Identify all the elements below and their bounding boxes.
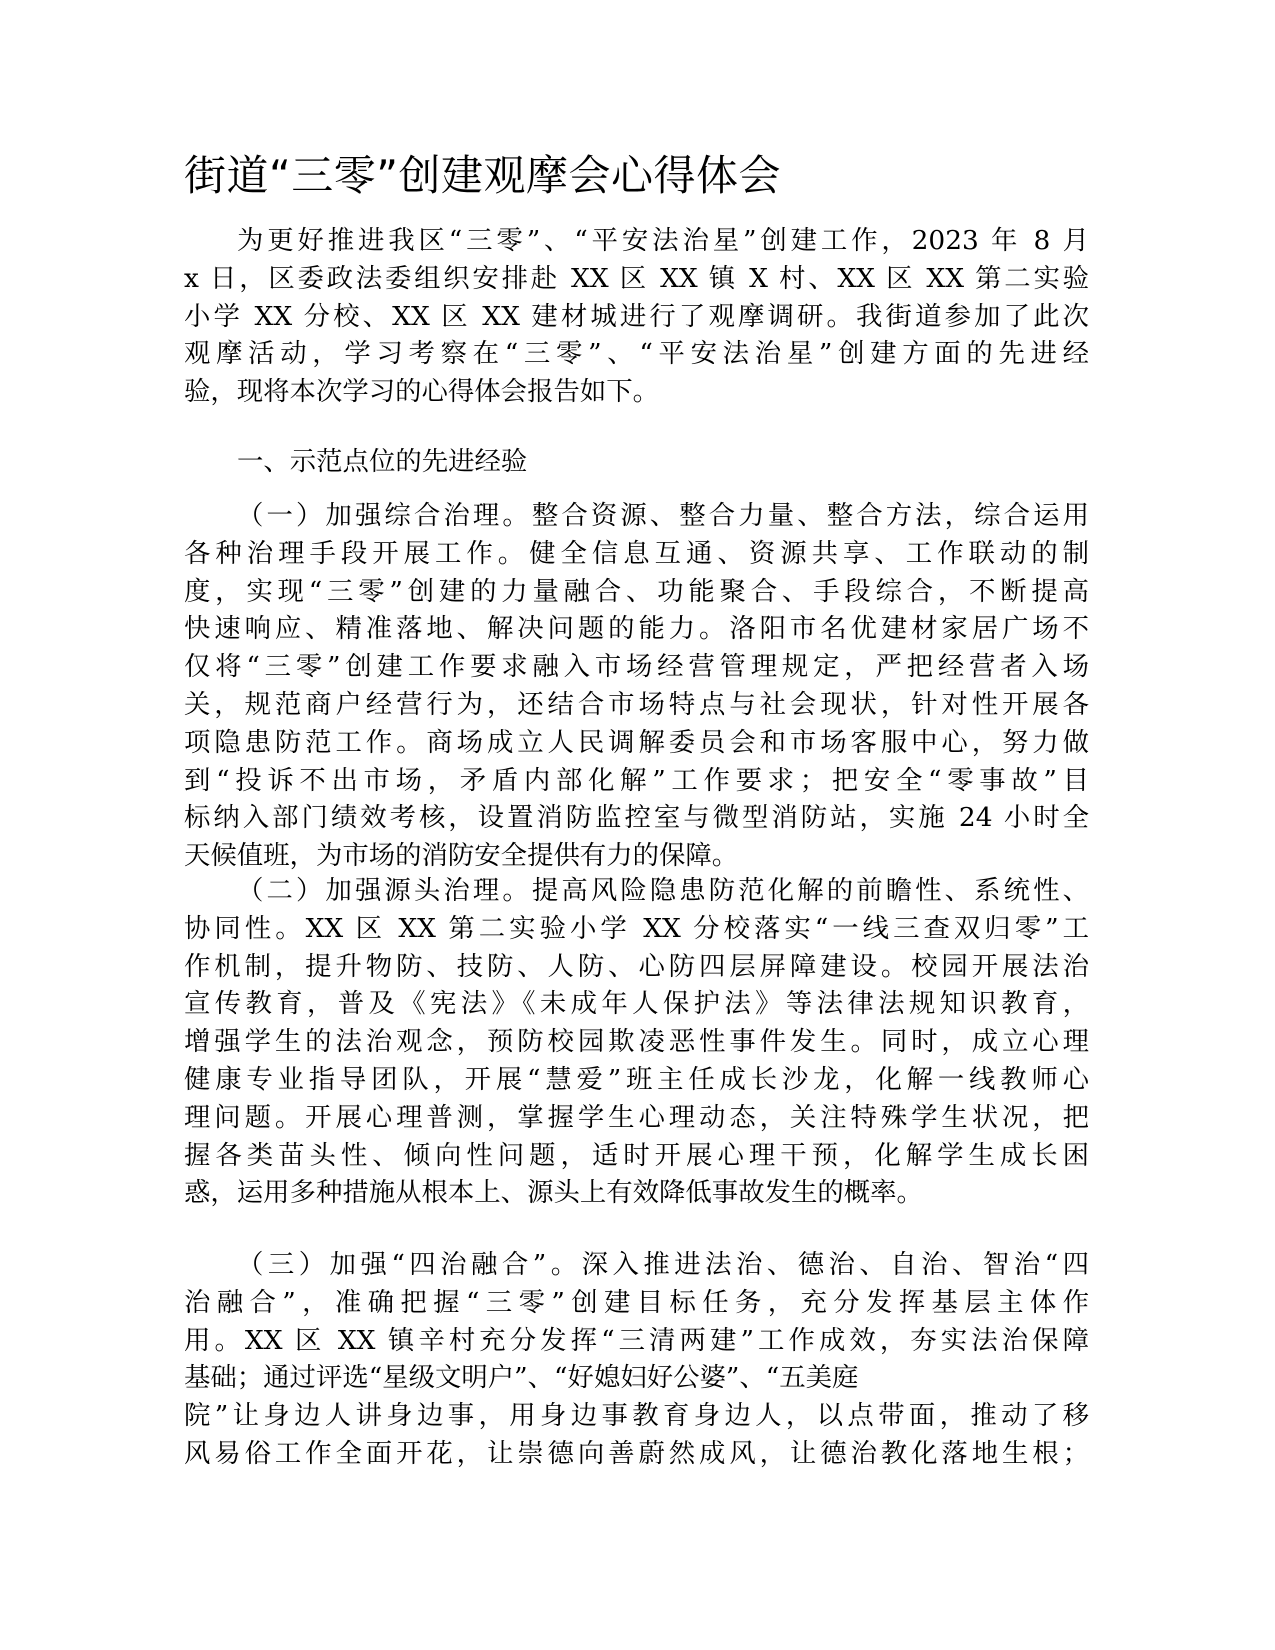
paragraph-line: 项隐患防范工作。商场成立人民调解委员会和市场客服中心，努力做 (184, 726, 1089, 758)
paragraph-line: 风易俗工作全面开花，让崇德向善蔚然成风，让德治教化落地生根； (184, 1437, 1089, 1469)
paragraph-line: （一）加强综合治理。整合资源、整合力量、整合方法，综合运用 (237, 500, 1089, 531)
paragraph-line: 标纳入部门绩效考核，设置消防监控室与微型消防站，实施 24 小时全 (184, 802, 1089, 834)
paragraph-line: 小学 XX 分校、XX 区 XX 建材城进行了观摩调研。我街道参加了此次 (184, 300, 1089, 332)
paragraph-line: （三）加强“四治融合”。深入推进法治、德治、自治、智治“四 (237, 1249, 1089, 1280)
paragraph-line: 各种治理手段开展工作。健全信息互通、资源共享、工作联动的制 (184, 537, 1089, 569)
paragraph-four-governance-integration (184, 1246, 1089, 1473)
paragraph-line: 作机制，提升物防、技防、人防、心防四层屏障建设。校园开展法治 (184, 950, 1089, 982)
paragraph-line: 用。XX 区 XX 镇辛村充分发挥“三清两建”工作成效，夯实法治保障 (184, 1324, 1089, 1356)
paragraph-line: 度，实现“三零”创建的力量融合、功能聚合、手段综合，不断提高 (184, 575, 1089, 607)
paragraph-line: 握各类苗头性、倾向性问题，适时开展心理干预，化解学生成长困 (184, 1139, 1089, 1171)
paragraph-line: 快速响应、精准落地、解决问题的能力。洛阳市名优建材家居广场不 (184, 613, 1089, 645)
paragraph-line: 仅将“三零”创建工作要求融入市场经营管理规定，严把经营者入场 (184, 651, 1089, 683)
paragraph-line: 惑，运用多种措施从根本上、源头上有效降低事故发生的概率。 (184, 1177, 923, 1209)
paragraph-line: （二）加强源头治理。提高风险隐患防范化解的前瞻性、系统性、 (237, 875, 1089, 906)
paragraph-line: x 日，区委政法委组织安排赴 XX 区 XX 镇 X 村、XX 区 XX 第二实验 (184, 262, 1089, 294)
paragraph-line: 健康专业指导团队，开展“慧爱”班主任成长沙龙，化解一线教师心 (184, 1063, 1089, 1095)
paragraph-line: 关，规范商户经营行为，还结合市场特点与社会现状，针对性开展各 (184, 688, 1089, 720)
paragraph-line: 到“投诉不出市场，矛盾内部化解”工作要求；把安全“零事故”目 (184, 764, 1089, 796)
paragraph-source-governance (184, 872, 1089, 1212)
paragraph-line: 增强学生的法治观念，预防校园欺凌恶性事件发生。同时，成立心理 (184, 1026, 1089, 1058)
paragraph-line: 治融合”，准确把握“三零”创建目标任务，充分发挥基层主体作 (184, 1286, 1089, 1318)
section-heading (184, 443, 1089, 481)
paragraph-line: 为更好推进我区“三零”、“平安法治星”创建工作，2023 年 8 月 (237, 225, 1089, 256)
paragraph-line: 宣传教育，普及《宪法》《未成年人保护法》等法律法规知识教育， (184, 988, 1089, 1020)
paragraph-line: 基础；通过评选“星级文明户”、“好媳妇好公婆”、“五美庭 (184, 1362, 859, 1394)
paragraph-line: 院”让身边人讲身边事，用身边事教育身边人，以点带面，推动了移 (184, 1400, 1089, 1432)
paragraph-intro (184, 222, 1089, 411)
document-title: 街道“三零”创建观摩会心得体会 (184, 151, 782, 200)
paragraph-line: 天候值班，为市场的消防安全提供有力的保障。 (184, 840, 739, 872)
paragraph-comprehensive-governance (184, 497, 1089, 875)
paragraph-line: 协同性。XX 区 XX 第二实验小学 XX 分校落实“一线三查双归零”工 (184, 912, 1089, 944)
paragraph-line: 验，现将本次学习的心得体会报告如下。 (184, 376, 660, 408)
paragraph-line: 观摩活动，学习考察在“三零”、“平安法治星”创建方面的先进经 (184, 338, 1089, 370)
section-heading-text: 一、示范点位的先进经验 (237, 446, 528, 477)
paragraph-line: 理问题。开展心理普测，掌握学生心理动态，关注特殊学生状况，把 (184, 1101, 1089, 1133)
